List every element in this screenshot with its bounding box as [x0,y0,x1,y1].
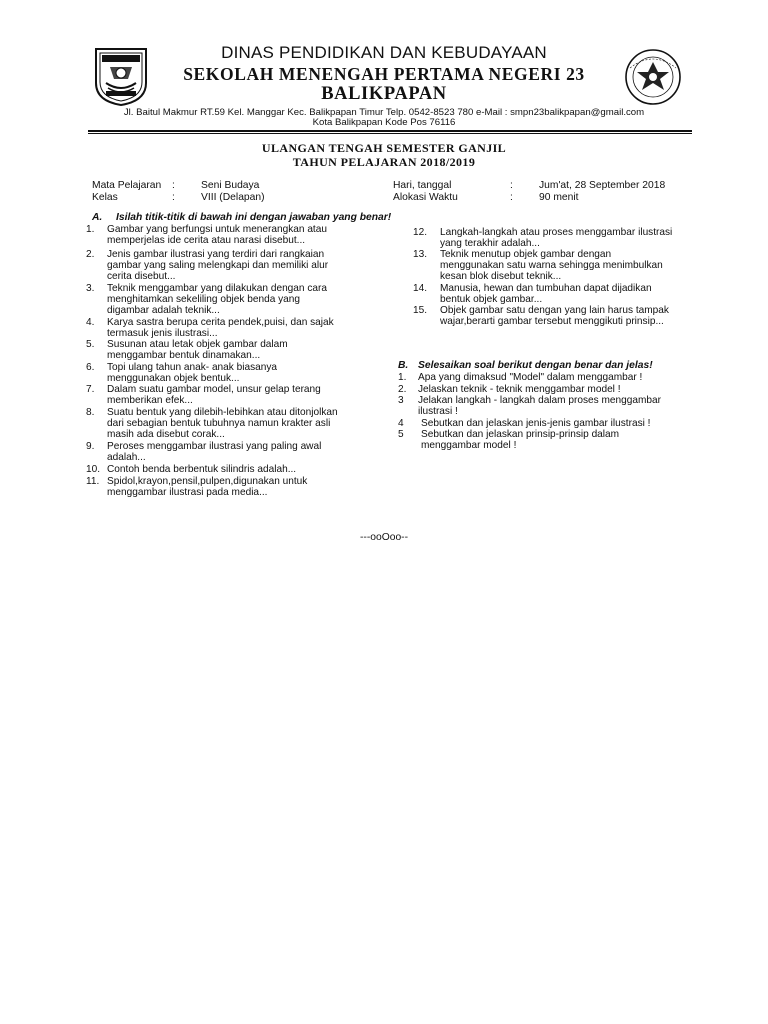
question-number: 4. [86,317,95,328]
date-colon: : [510,180,513,191]
school-city: BALIKPAPAN [321,84,447,104]
question-text: menghitamkan sekeliling objek benda yang [107,294,301,305]
question-text: Suatu bentuk yang dilebih-lebihkan atau ditonjolkan [107,407,338,418]
question-text: ilustrasi ! [418,406,458,417]
question-text: Jenis gambar ilustrasi yang terdiri dari rangkaian [107,249,325,260]
section-a-heading: Isilah titik-titik di bawah ini dengan jawaban yang benar! [116,212,392,223]
question-text: Jelakan langkah - langkah dalam proses menggambar [418,395,661,406]
section-b-heading: Selesaikan soal berikut dengan benar dan jelas! [418,360,653,371]
question-text: adalah... [107,452,146,463]
section-b-letter: B. [398,360,409,371]
question-number: 12. [413,227,428,238]
question-text: Manusia, hewan dan tumbuhan dapat dijadikan [440,283,652,294]
question-text: Dalam suatu gambar model, unsur gelap terang [107,384,321,395]
question-text: Langkah-langkah atau proses menggambar ilustrasi [440,227,673,238]
end-mark: ---ooOoo-- [359,532,409,543]
question-text: Objek gambar satu dengan yang lain harus tampak [440,305,669,316]
question-text: Sebutkan dan jelaskan prinsip-prinsip dalam [421,429,620,440]
question-number: 2. [398,384,407,395]
letterhead-divider-thin [88,133,692,134]
agency-name: DINAS PENDIDIKAN DAN KEBUDAYAAN [221,43,547,62]
question-text: Spidol,krayon,pensil,pulpen,digunakan untuk [107,476,308,487]
subject-label: Mata Pelajaran [92,180,162,191]
question-number: 5. [86,339,95,350]
section-a-letter: A. [92,212,103,223]
question-text: dari sebagian bentuk tubuhnya namun krakter asli [107,418,331,429]
school-name: SEKOLAH MENENGAH PERTAMA NEGERI 23 [183,64,585,84]
question-number: 11. [86,476,100,487]
question-text: Contoh benda berbentuk silindris adalah... [107,464,297,475]
question-text: Karya sastra berupa cerita pendek,puisi, dan sajak [107,317,334,328]
question-text: Sebutkan dan jelaskan jenis-jenis gambar ilustrasi ! [421,418,651,429]
question-number: 1. [86,224,95,235]
question-text: digambar adalah teknik... [107,305,220,316]
question-number: 7. [86,384,95,395]
question-text: cerita disebut... [107,271,176,282]
question-text: gambar yang saling melengkapi dan memiliki alur [107,260,329,271]
subject-colon: : [172,180,175,191]
question-text: memperjelas ide cerita atau narasi disebut... [107,235,306,246]
question-text: Teknik menggambar yang dilakukan dengan cara [107,283,327,294]
question-text: termasuk jenis ilustrasi... [107,328,218,339]
time-value: 90 menit [539,192,579,203]
question-text: yang terakhir adalah... [440,238,540,249]
question-text: Peroses menggambar ilustrasi yang paling awal [107,441,322,452]
date-value: Jum'at, 28 September 2018 [539,180,666,191]
question-number: 8. [86,407,95,418]
question-text: Apa yang dimaksud "Model" dalam menggambar ! [418,372,643,383]
question-number: 3. [86,283,95,294]
subject-value: Seni Budaya [201,180,260,191]
time-label: Alokasi Waktu [393,192,458,203]
question-text: kesan blok disebut teknik... [440,271,562,282]
question-number: 2. [86,249,95,260]
exam-title: ULANGAN TENGAH SEMESTER GANJIL [261,141,507,155]
class-colon: : [172,192,175,203]
question-text: wajar,berarti gambar tersebut menggikuti prinsip... [440,316,664,327]
question-text: Susunan atau letak objek gambar dalam [107,339,288,350]
question-text: menggambar ilustrasi pada media... [107,487,268,498]
question-number: 3 [398,395,404,406]
question-number: 14. [413,283,428,294]
question-text: masih ada disebut corak... [107,429,225,440]
question-number: 6. [86,362,95,373]
question-number: 10. [86,464,101,475]
question-text: menggambar bentuk dinamakan... [107,350,261,361]
question-text: Topi ulang tahun anak- anak biasanya [107,362,278,373]
question-text: menggambar model ! [421,440,517,451]
letterhead-divider [88,130,692,132]
class-label: Kelas [92,192,118,203]
question-text: memberikan efek... [107,395,193,406]
exam-year: TAHUN PELAJARAN 2018/2019 [292,155,476,169]
question-number: 5 [398,429,404,440]
question-text: bentuk objek gambar... [440,294,543,305]
time-colon: : [510,192,513,203]
question-number: 9. [86,441,95,452]
school-postal: Kota Balikpapan Kode Pos 76116 [312,117,456,128]
class-value: VIII (Delapan) [201,192,265,203]
question-text: Teknik menutup objek gambar dengan [440,249,612,260]
question-text: menggunakan satu warna sehingga menimbulkan [440,260,663,271]
question-number: 4 [398,418,404,429]
question-text: menggunakan objek bentuk... [107,373,240,384]
question-number: 13. [413,249,428,260]
date-label: Hari, tanggal [393,180,452,191]
question-text: Jelaskan teknik - teknik menggambar model ! [418,384,621,395]
question-text: Gambar yang berfungsi untuk menerangkan atau [107,224,327,235]
question-number: 15. [413,305,428,316]
school-address: Jl. Baitul Makmur RT.59 Kel. Manggar Kec. Balikpapan Timur Telp. 0542-8523 780 e-Mail : smpn23balikpapan@gmail.com [123,107,645,118]
question-number: 1. [398,372,407,383]
